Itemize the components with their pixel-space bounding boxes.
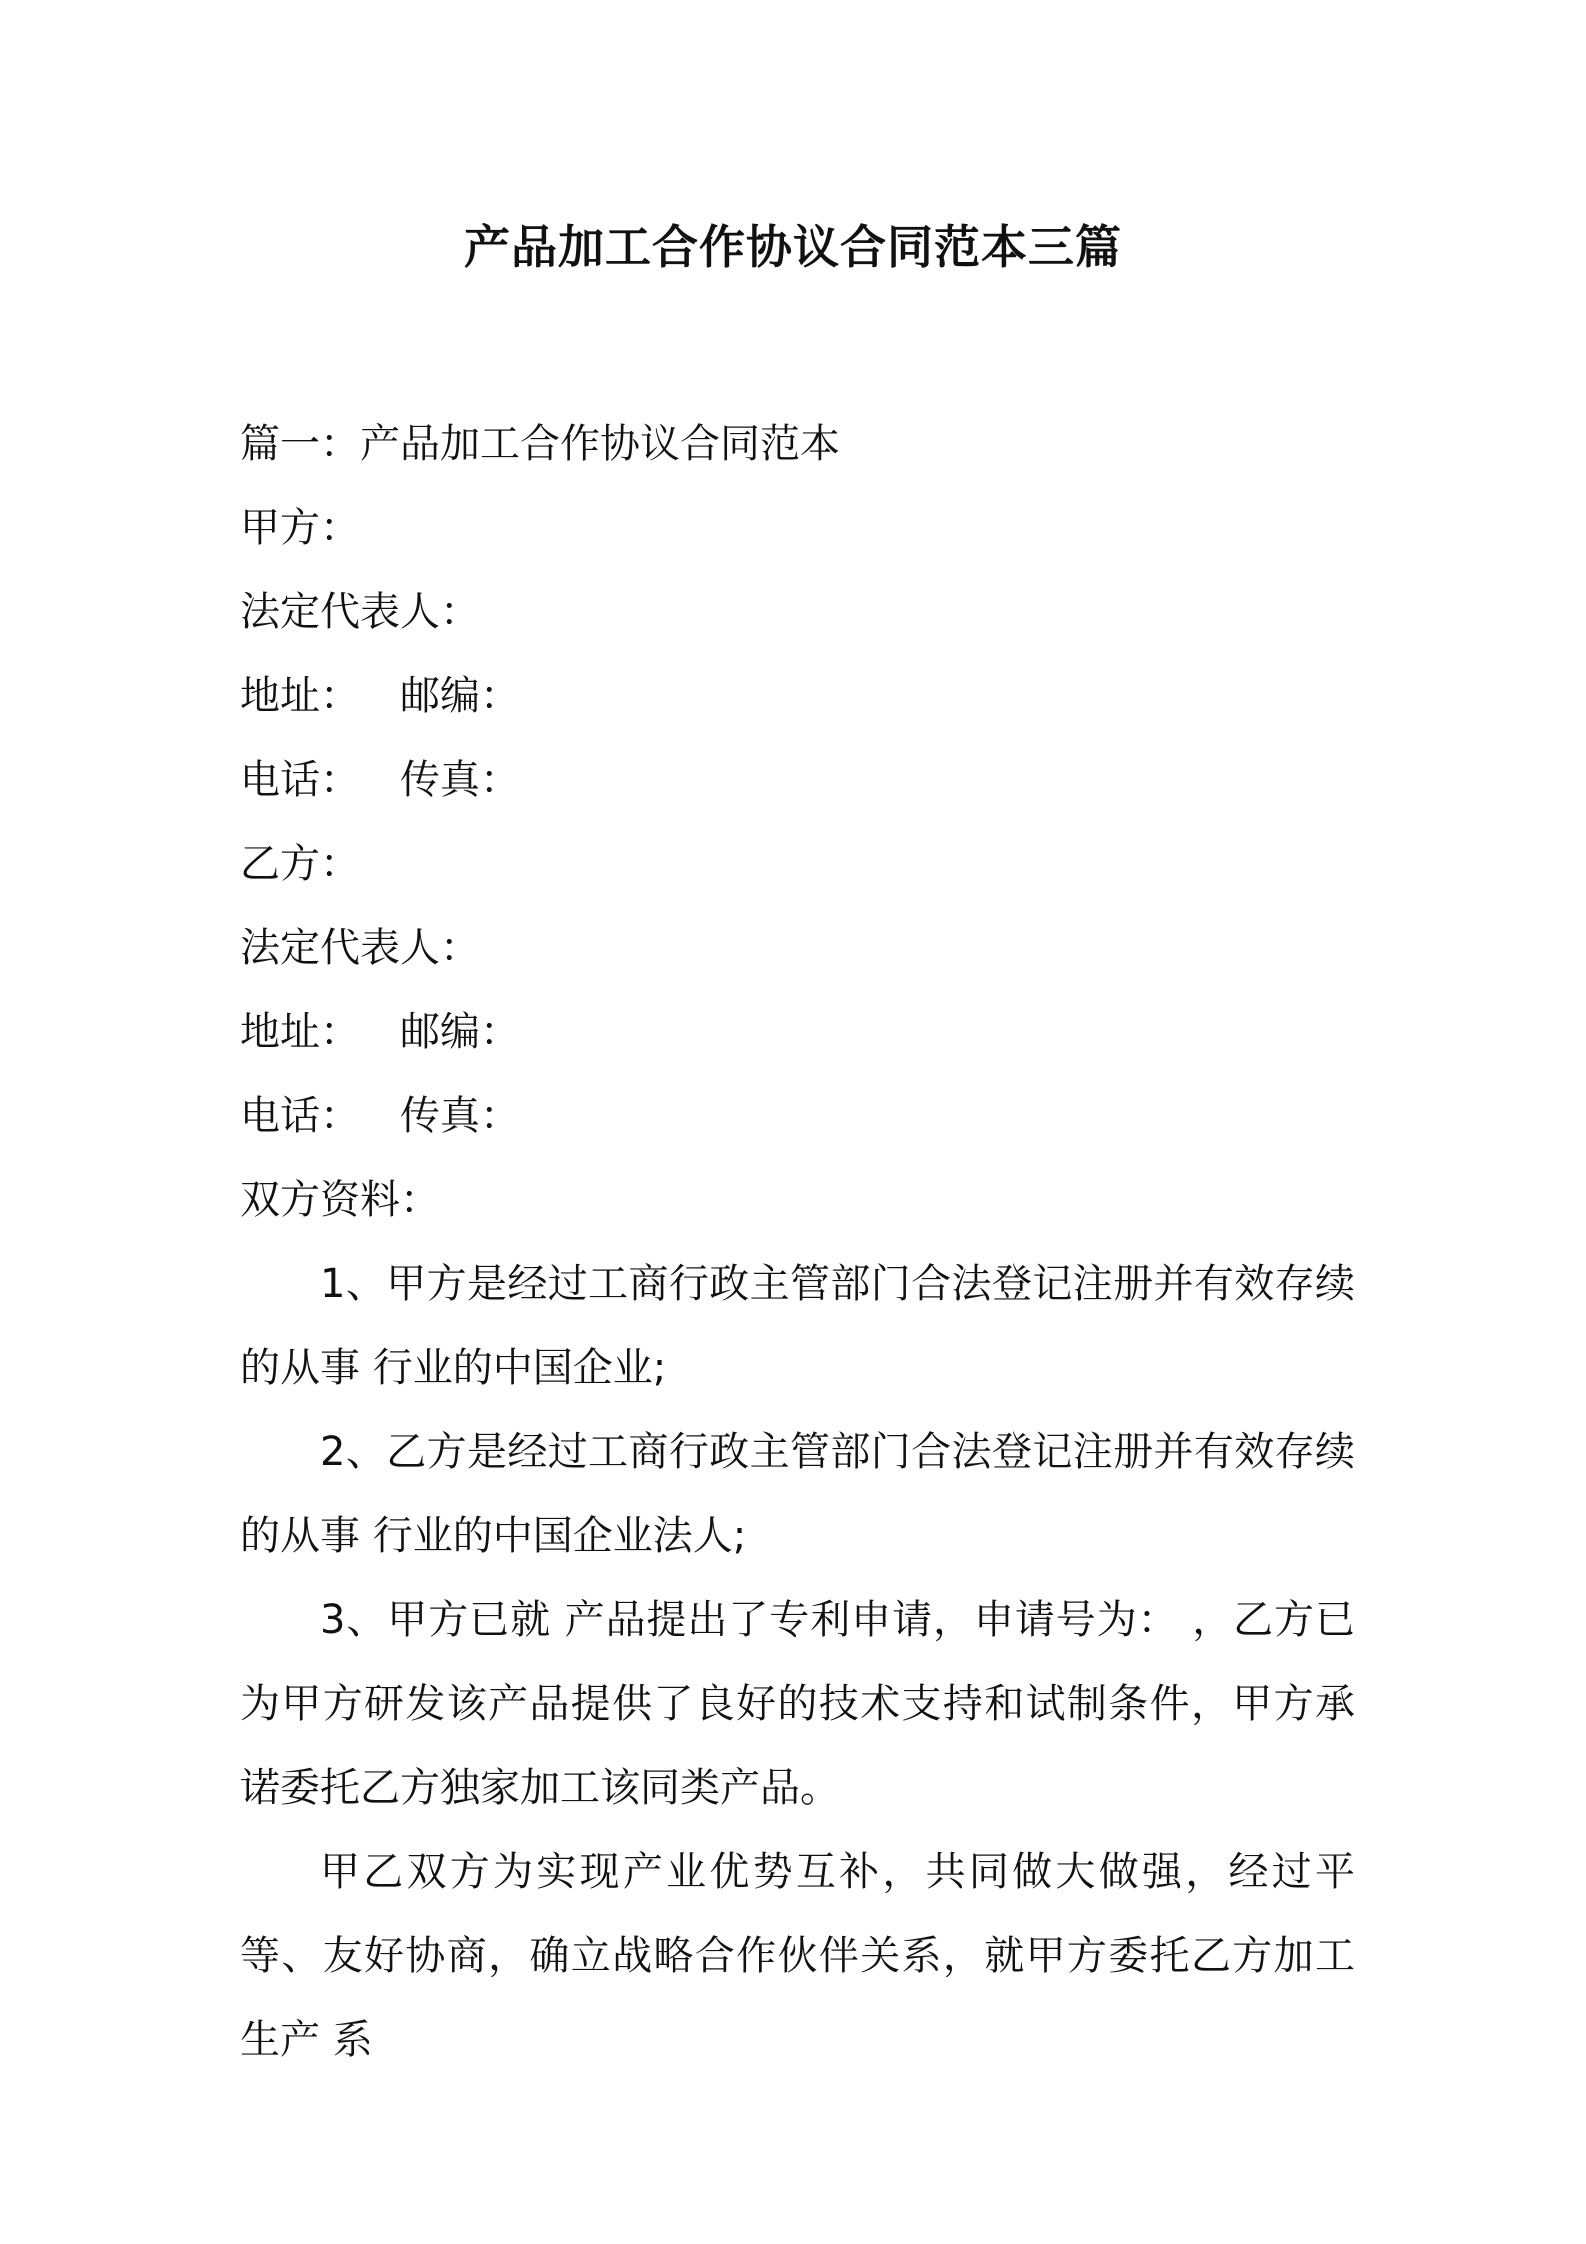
party-a-postcode: 邮编： (400, 673, 520, 719)
party-a-representative: 法定代表人： (240, 589, 480, 635)
clause-3: 3、甲方已就 产品提出了专利申请，申请号为： ，乙方已为甲方研发该产品提供了良好的技术支持和试制条件，甲方承诺委托乙方独家加工该同类产品。 (240, 1597, 1355, 1811)
closing-paragraph: 甲乙双方为实现产业优势互补，共同做大做强，经过平等、友好协商，确立战略合作伙伴关系，就甲方委托乙方加工生产 系 (240, 1849, 1355, 2063)
party-a-address: 地址： (240, 673, 360, 719)
clause-1: 1、甲方是经过工商行政主管部门合法登记注册并有效存续的从事 行业的中国企业; (240, 1261, 1355, 1391)
party-a-label: 甲方： (240, 505, 360, 551)
clause-2: 2、乙方是经过工商行政主管部门合法登记注册并有效存续的从事 行业的中国企业法人; (240, 1429, 1355, 1559)
materials-label: 双方资料： (240, 1177, 440, 1223)
section-heading: 篇一：产品加工合作协议合同范本 (240, 421, 840, 467)
party-b-representative: 法定代表人： (240, 925, 480, 971)
party-b-address-line (240, 990, 1355, 1074)
party-b-address: 地址： (240, 1009, 360, 1055)
party-b-fax: 传真： (400, 1093, 520, 1139)
document-body (240, 402, 1355, 2082)
document-title: 产品加工合作协议合同范本三篇 (464, 220, 1122, 274)
party-b-postcode: 邮编： (400, 1009, 520, 1055)
party-b-label: 乙方： (240, 841, 360, 887)
party-a-contact-line (240, 738, 1355, 822)
party-a-phone: 电话： (240, 757, 360, 803)
party-a-fax: 传真： (400, 757, 520, 803)
party-b-contact-line (240, 1074, 1355, 1158)
party-a-address-line (240, 654, 1355, 738)
party-b-phone: 电话： (240, 1093, 360, 1139)
